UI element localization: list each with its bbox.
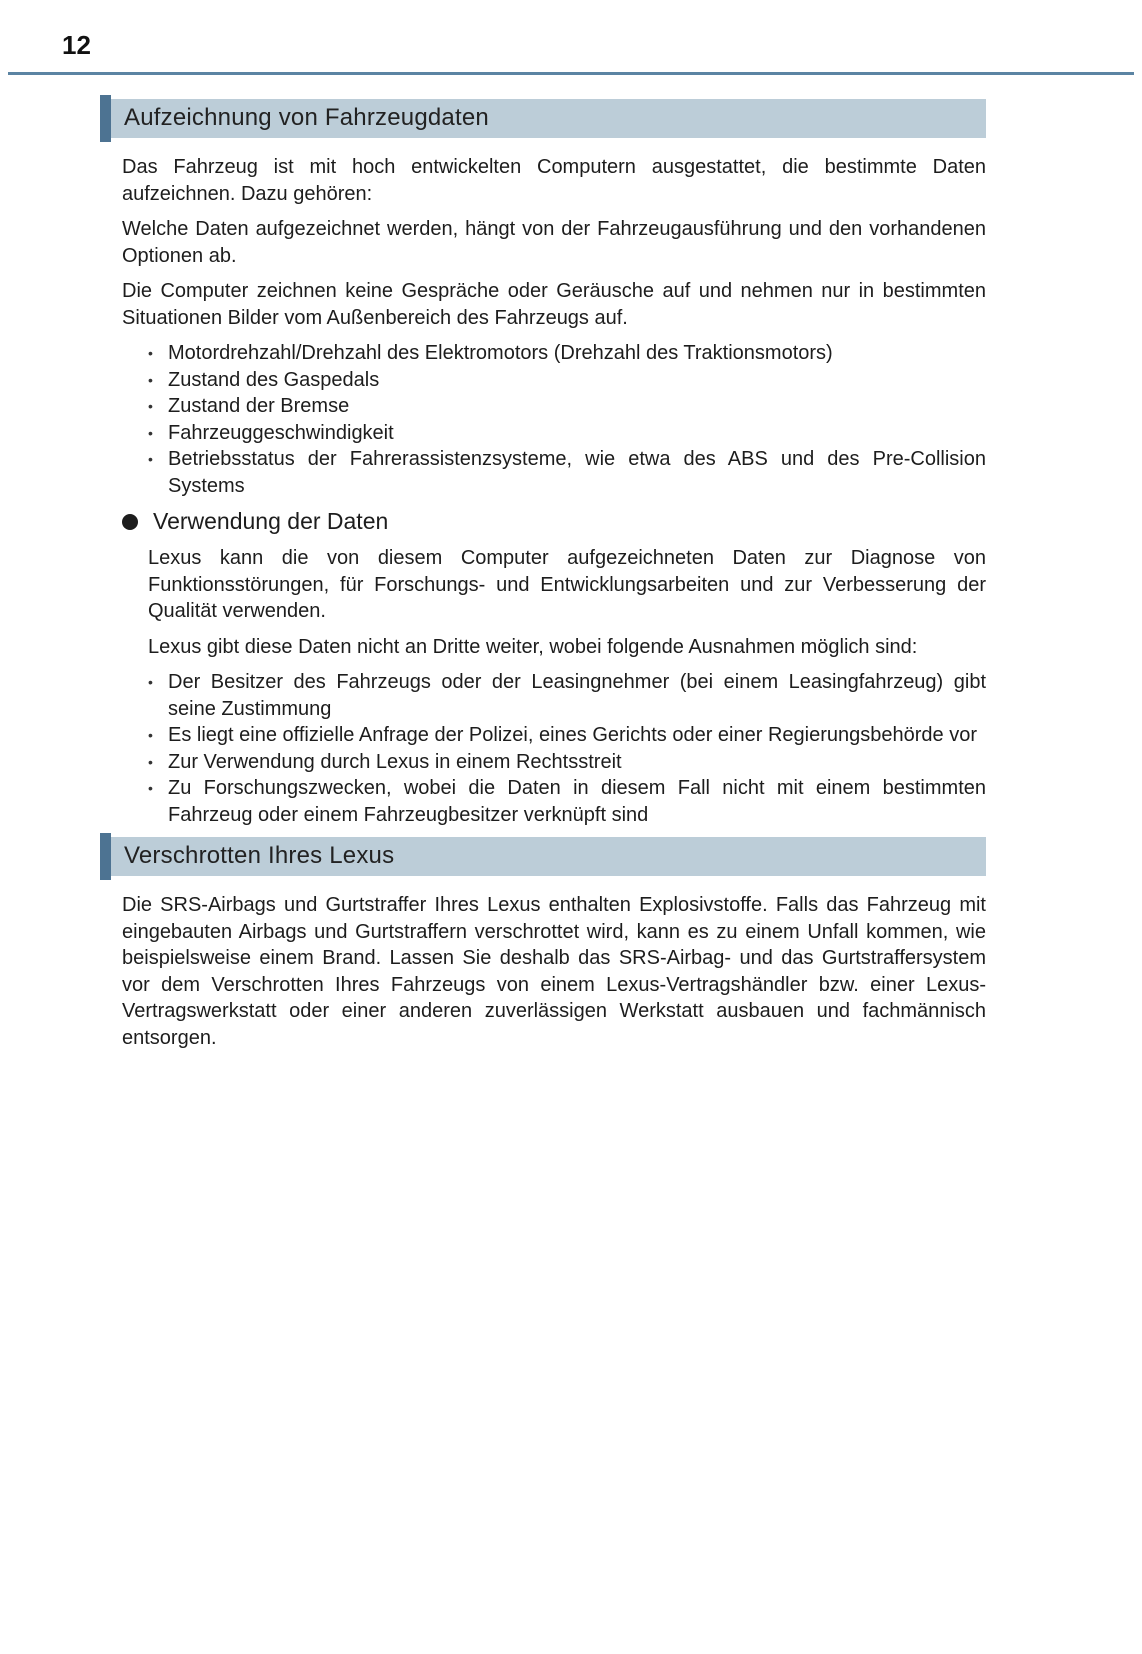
bullet-dot-icon: • [148, 674, 153, 690]
page-number: 12 [62, 30, 91, 60]
bullet-item [100, 393, 986, 420]
bullet-dot-icon: • [148, 727, 153, 743]
bullet-item [100, 669, 986, 722]
bullet-list [100, 340, 986, 499]
subheading [100, 508, 986, 535]
content [100, 97, 986, 1060]
body-paragraph: Lexus kann die von diesem Computer aufgezeichneten Daten zur Diagnose von Funktionsstörungen, für Forschungs- und Entwicklungsarbeiten und zur Verbesserung der Qualität verwenden. [148, 547, 986, 622]
bullet-item [100, 446, 986, 499]
bullet-dot-icon: • [148, 398, 153, 414]
section-title: Verschrotten Ihres Lexus [124, 842, 395, 869]
bullet-item-text: Zustand des Gaspedals [168, 368, 380, 391]
bullet-dot-icon: • [148, 424, 153, 441]
bullet-dot-icon: • [148, 753, 153, 770]
bullet-item [100, 420, 986, 447]
bullet-dot-icon: • [148, 780, 153, 796]
body-paragraph: Die Computer zeichnen keine Gespräche oder Geräusche auf und nehmen nur in bestimmten Situationen Bilder vom Außenbereich des Fahrzeugs auf. [122, 280, 986, 329]
bullet-item-text: Fahrzeuggeschwindigkeit [168, 421, 394, 444]
bullet-item [100, 722, 986, 749]
bullet-item-text: Es liegt eine offizielle Anfrage der Polizei, eines Gerichts oder einer Regierungsbehörde vor [168, 724, 977, 746]
bullet-item-text: Betriebsstatus der Fahrerassistenzsysteme, wie etwa des ABS und des Pre-Collision Systems [168, 448, 986, 497]
body-paragraph: Die SRS-Airbags und Gurtstraffer Ihres Lexus enthalten Explosivstoffe. Falls das Fahrzeug mit eingebauten Airbags und Gurtstraffern verschrottet wird, kann es zu einem Unfall kommen, wie beispielsweise einem Brand. Lassen Sie deshalb das SRS-Airbag- und das Gurtstraffersystem vor dem Verschrotten Ihres Fahrzeugs von einem Lexus-Vertragshändler bzw. einer Lexus-Vertragswerkstatt oder einer anderen zuverlässigen Werkstatt ausbauen und fachmännisch entsorgen. [122, 894, 986, 1049]
body-paragraph: Welche Daten aufgezeichnet werden, hängt von der Fahrzeugausführung und den vorhandenen Optionen ab. [122, 218, 986, 267]
bullet-item-text: Motordrehzahl/Drehzahl des Elektromotors (Drehzahl des Traktionsmotors) [168, 342, 833, 364]
subheading-title: Verwendung der Daten [153, 508, 389, 534]
bullet-item-text: Zu Forschungszwecken, wobei die Daten in diesem Fall nicht mit einem bestimmten Fahrzeug oder einem Fahrzeugbesitzer verknüpft sind [168, 777, 986, 826]
bullet-item [100, 340, 986, 367]
section-title: Aufzeichnung von Fahrzeugdaten [124, 104, 489, 131]
bullet-item [100, 775, 986, 828]
bullet-item-text: Der Besitzer des Fahrzeugs oder der Leasingnehmer (bei einem Leasingfahrzeug) gibt seine Zustimmung [168, 671, 986, 720]
section-header [100, 99, 986, 138]
section-header-accent-bar [100, 95, 111, 142]
bullet-dot-icon: • [148, 345, 153, 361]
section-header-accent-bar [100, 833, 111, 880]
filled-circle-bullet-icon [122, 514, 138, 530]
bullet-item [100, 367, 986, 394]
bullet-list [100, 669, 986, 828]
bullet-item-text: Zur Verwendung durch Lexus in einem Rechtsstreit [168, 750, 622, 773]
bullet-item-text: Zustand der Bremse [168, 395, 350, 417]
bullet-dot-icon: • [148, 451, 153, 467]
body-paragraph: Lexus gibt diese Daten nicht an Dritte weiter, wobei folgende Ausnahmen möglich sind: [148, 635, 918, 658]
section-header [100, 837, 986, 876]
bullet-dot-icon: • [148, 371, 153, 388]
header-rule [8, 72, 1134, 75]
body-paragraph: Das Fahrzeug ist mit hoch entwickelten Computern ausgestattet, die bestimmte Daten aufzeichnen. Dazu gehören: [122, 156, 986, 205]
bullet-item [100, 749, 986, 776]
